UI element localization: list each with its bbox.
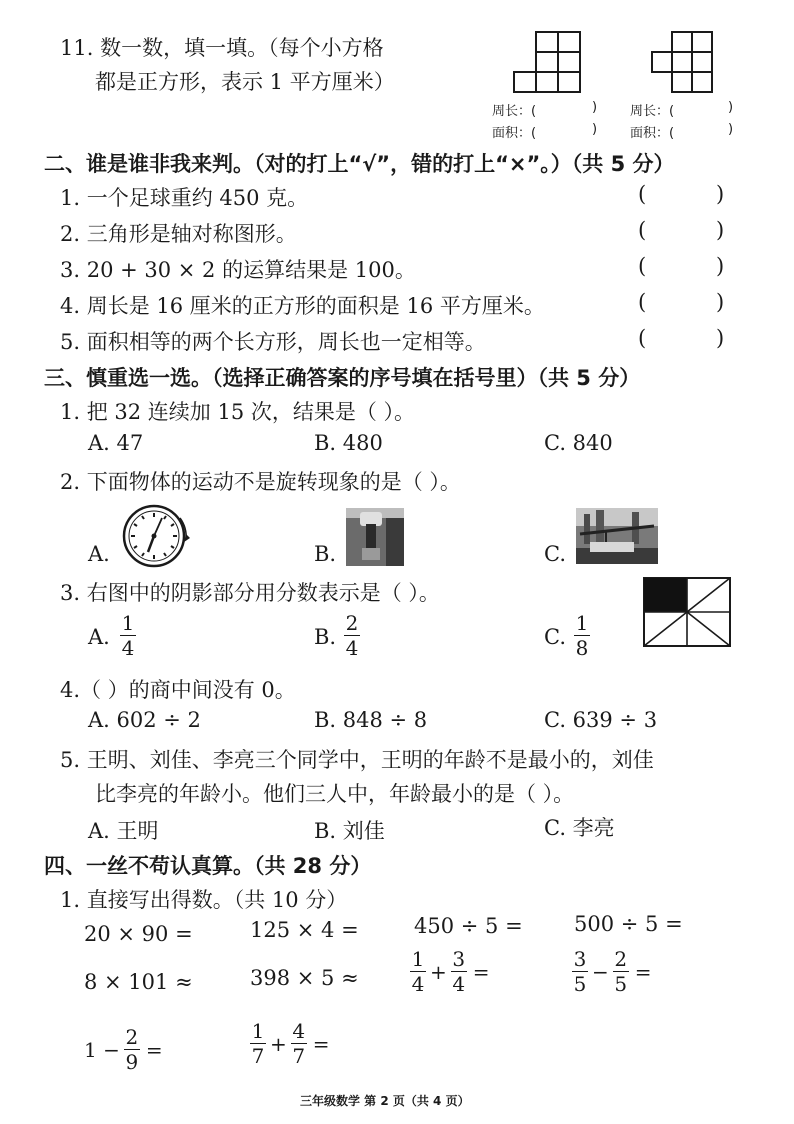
fig-b-cell [672,72,692,92]
section4-sub1: 1. 直接写出得数。（共 10 分） [60,888,348,912]
choice-q2-option-c: C. [544,542,566,566]
choice-q3-option-a-label: A. [88,625,110,649]
answer-paren-close: ) [716,182,725,206]
section3-title: 三、慎重选一选。（选择正确答案的序号填在括号里）（共 5 分） [44,366,641,390]
denominator: 8 [575,636,589,660]
numerator: 2 [125,1025,139,1049]
choice-q2-option-a: A. [88,542,110,566]
judge-item: 3. 20 + 30 × 2 的运算结果是 100。 [60,258,416,282]
denominator: 4 [345,636,359,660]
answer-paren-open[interactable]: ( [638,290,647,314]
choice-q4-option-b: B. 848 ÷ 8 [314,708,428,732]
minuend: 1 − [84,1037,120,1062]
numerator: 1 [121,611,135,635]
judge-item: 1. 一个足球重约 450 克。 [60,186,309,210]
denominator: 4 [411,972,425,996]
fig-b-perimeter-label: 周长：( [630,104,675,119]
answer-paren-open[interactable]: ( [638,254,647,278]
choice-q3-option-b-fraction [344,612,360,659]
fig-a-cell [536,32,558,52]
choice-q5-option-b: B. 刘佳 [314,819,385,843]
fig-a-cell [558,52,580,72]
numerator: 3 [573,947,587,971]
numerator: 2 [345,611,359,635]
fig-b-cell [692,72,712,92]
denominator: 7 [292,1044,306,1068]
calc-item-fraction-diff [572,948,652,995]
denominator: 5 [614,972,628,996]
choice-q4-stem: 4.（ ）的商中间没有 0。 [60,678,296,702]
calc-item: 398 × 5 ≈ [250,966,359,990]
denominator: 4 [452,972,466,996]
operator: + [270,1031,287,1056]
fig-a-perimeter-label: 周长：( [492,104,537,119]
fraction-rectangle-figure [642,576,732,648]
equals: = [634,959,652,984]
clock-icon [120,500,192,572]
calc-item-fraction-sub [84,1026,163,1073]
fig-a-perimeter-close: ) [592,100,598,115]
fraction [613,948,629,995]
section4-title: 四、一丝不苟认真算。（共 28 分） [44,854,372,878]
equals: = [312,1031,330,1056]
numerator: 1 [411,947,425,971]
numerator: 3 [452,947,466,971]
calc-item-fraction-sum-2 [250,1020,330,1067]
q11-line1: 11. 数一数，填一填。（每个小方格 [60,36,384,60]
fig-b-cell [672,32,692,52]
fig-b-area-label: 面积：( [630,126,675,141]
choice-q1-option-c: C. 840 [544,431,613,455]
choice-q1-option-b: B. 480 [314,431,383,455]
numerator: 2 [614,947,628,971]
equals: = [472,959,490,984]
denominator: 4 [121,636,135,660]
grid-figure-b [648,30,728,98]
calc-item: 450 ÷ 5 = [414,914,523,938]
judge-item: 4. 周长是 16 厘米的正方形的面积是 16 平方厘米。 [60,294,545,318]
choice-q1-option-a: A. 47 [88,431,144,455]
fig-b-cell [652,52,672,72]
fraction [572,948,588,995]
choice-q5-option-c: C. 李亮 [544,816,615,840]
answer-paren-close: ) [716,326,725,350]
calc-item: 500 ÷ 5 = [574,912,683,936]
judge-item: 5. 面积相等的两个长方形，周长也一定相等。 [60,330,486,354]
answer-paren-close: ) [716,254,725,278]
page-footer: 三年级数学 第 2 页（共 4 页） [300,1094,470,1108]
crane-photo-icon [576,508,658,564]
faucet-photo-icon [346,508,404,566]
section2-title: 二、谁是谁非我来判。（对的打上“√”，错的打上“×”。）（共 5 分） [44,152,675,176]
fig-b-area-close: ) [728,122,734,137]
choice-q3-option-c-fraction [574,612,590,659]
choice-q3-option-c-label: C. [544,625,566,649]
judge-item: 2. 三角形是轴对称图形。 [60,222,297,246]
fig-a-area-close: ) [592,122,598,137]
equals: = [145,1037,163,1062]
answer-paren-open[interactable]: ( [638,326,647,350]
choice-q4-option-a: A. 602 ÷ 2 [88,708,201,732]
choice-q5-line2: 比李亮的年龄小。他们三人中，年龄最小的是（ ）。 [95,782,575,806]
shaded-region [644,578,687,612]
calc-item: 20 × 90 = [84,922,193,946]
numerator: 1 [251,1019,265,1043]
choice-q2-stem: 2. 下面物体的运动不是旋转现象的是（ ）。 [60,470,461,494]
choice-q5-option-a: A. 王明 [88,819,159,843]
fig-a-cell [536,52,558,72]
numerator: 1 [575,611,589,635]
choice-q3-option-b-label: B. [314,625,337,649]
fig-b-cell [692,52,712,72]
fraction [410,948,426,995]
answer-paren-open[interactable]: ( [638,218,647,242]
operator: − [592,959,609,984]
fig-b-cell [692,32,712,52]
fraction [124,1026,140,1073]
choice-q3-option-a-fraction [120,612,136,659]
answer-paren-close: ) [716,218,725,242]
operator: + [430,959,447,984]
fraction [451,948,467,995]
calc-item-fraction-sum [410,948,490,995]
fraction [250,1020,266,1067]
choice-q3-stem: 3. 右图中的阴影部分用分数表示是（ ）。 [60,581,440,605]
fig-a-cell [536,72,558,92]
fig-b-cell [672,52,692,72]
numerator: 4 [292,1019,306,1043]
denominator: 9 [125,1050,139,1074]
fraction [291,1020,307,1067]
choice-q2-option-b: B. [314,542,337,566]
choice-q4-option-c: C. 639 ÷ 3 [544,708,658,732]
choice-q5-line1: 5. 王明、刘佳、李亮三个同学中，王明的年龄不是最小的，刘佳 [60,748,654,772]
fig-a-cell [558,32,580,52]
denominator: 7 [251,1044,265,1068]
choice-q1-stem: 1. 把 32 连续加 15 次，结果是（ ）。 [60,400,416,424]
fig-a-area-label: 面积：( [492,126,537,141]
fig-b-perimeter-close: ) [728,100,734,115]
calc-item: 8 × 101 ≈ [84,970,193,994]
fig-a-cell [514,72,536,92]
q11-line2: 都是正方形，表示 1 平方厘米） [95,70,395,94]
answer-paren-open[interactable]: ( [638,182,647,206]
fig-a-cell [558,72,580,92]
denominator: 5 [573,972,587,996]
calc-item: 125 × 4 = [250,918,359,942]
answer-paren-close: ) [716,290,725,314]
grid-figure-a [510,30,600,98]
